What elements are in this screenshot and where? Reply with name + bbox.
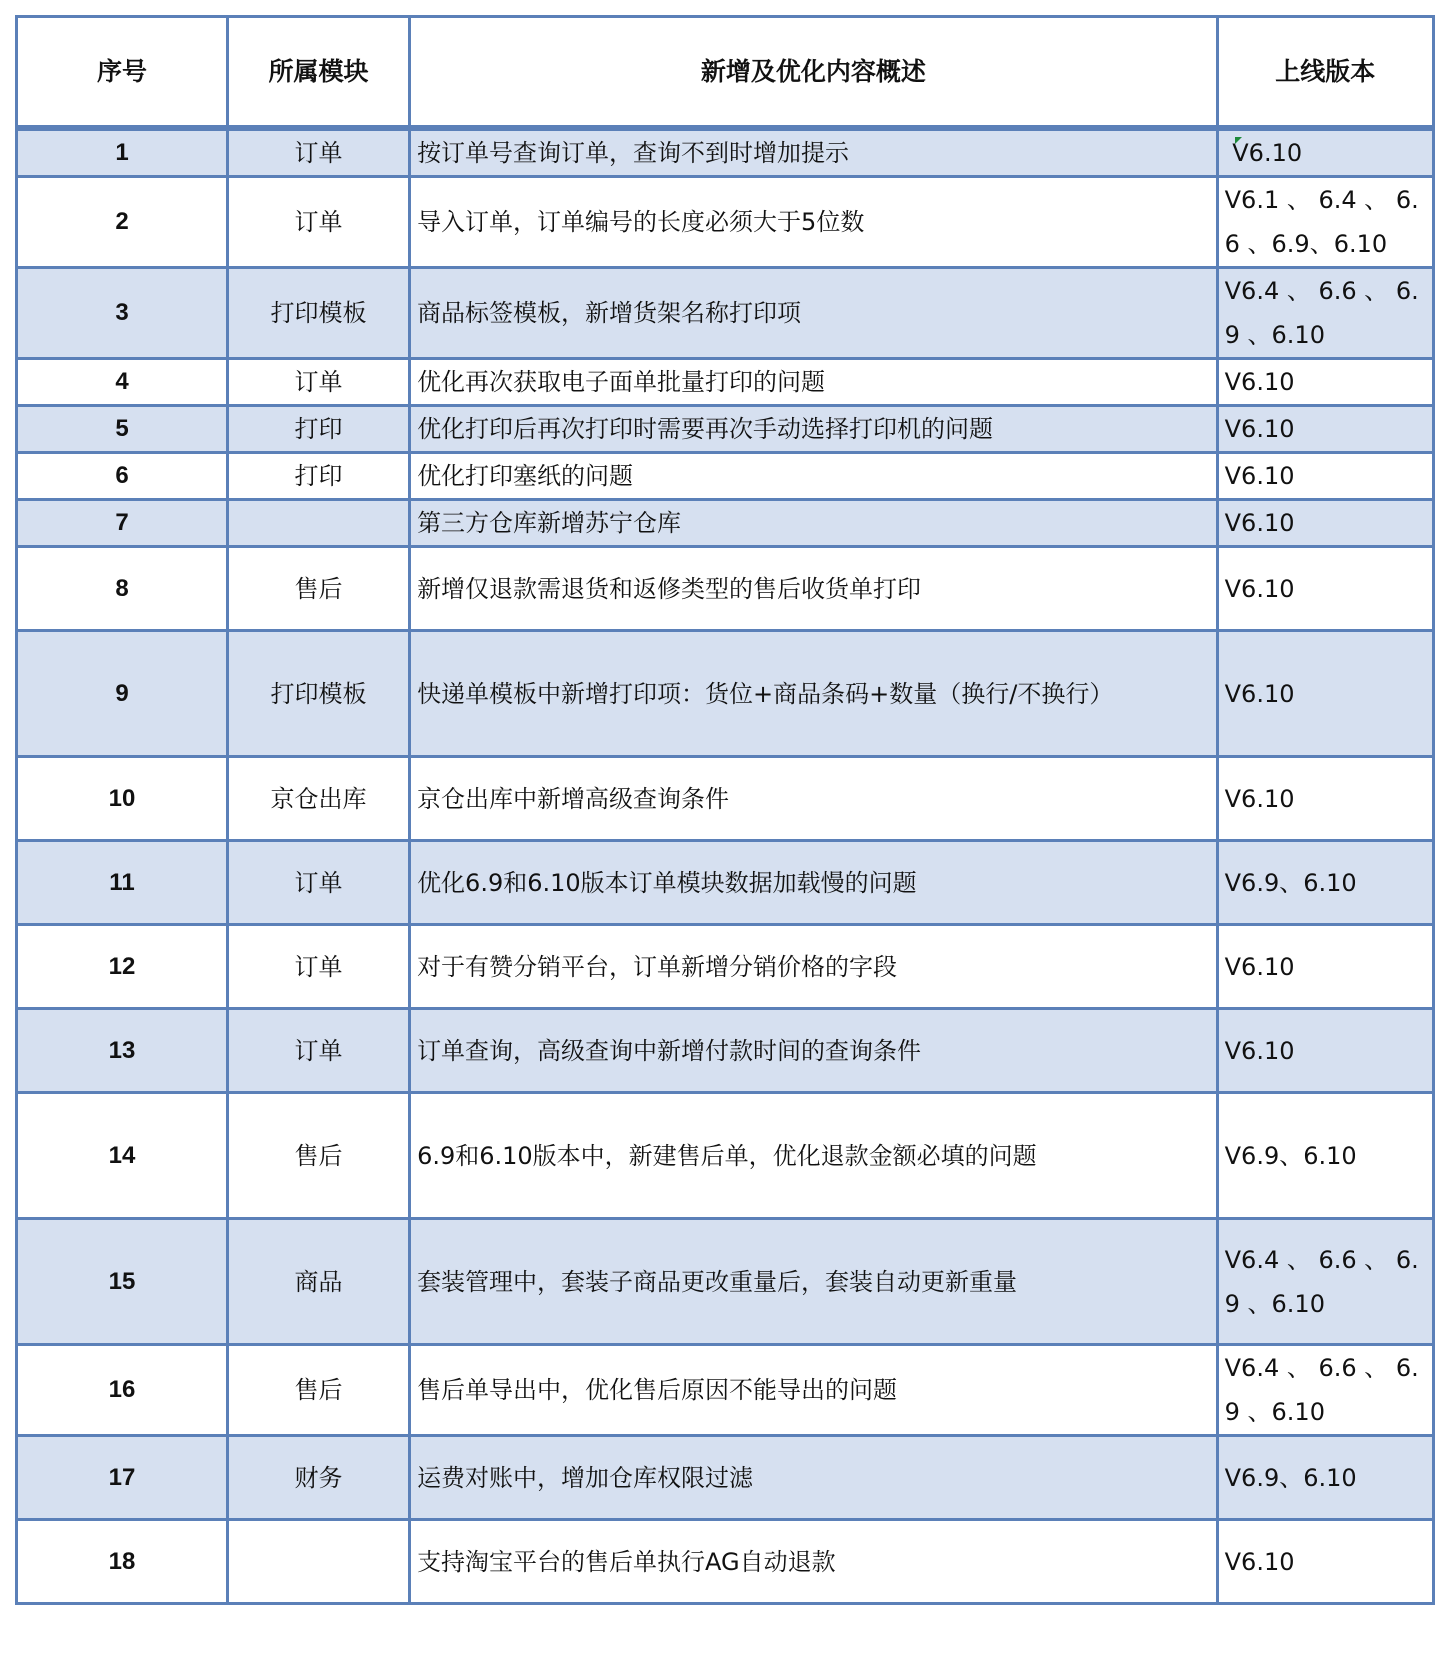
header-no: 序号 [17, 17, 228, 129]
row-version: V6.10 [1217, 453, 1433, 500]
row-description: 商品标签模板，新增货架名称打印项 [410, 268, 1218, 359]
row-no: 9 [17, 631, 228, 757]
row-module: 订单 [227, 359, 409, 406]
row-description: 对于有赞分销平台，订单新增分销价格的字段 [410, 925, 1218, 1009]
table-row [17, 268, 1434, 359]
row-no: 13 [17, 1009, 228, 1093]
row-no: 11 [17, 841, 228, 925]
row-version: V6.9、6.10 [1217, 1093, 1433, 1219]
row-version: V6.4 、 6.6 、 6.9 、6.10 [1217, 1345, 1433, 1436]
row-module: 订单 [227, 841, 409, 925]
row-description: 运费对账中，增加仓库权限过滤 [410, 1436, 1218, 1520]
row-description: 套装管理中，套装子商品更改重量后，套装自动更新重量 [410, 1219, 1218, 1345]
table-row [17, 359, 1434, 406]
row-description: 优化打印后再次打印时需要再次手动选择打印机的问题 [410, 406, 1218, 453]
row-module [227, 500, 409, 547]
row-no: 8 [17, 547, 228, 631]
table-row [17, 1219, 1434, 1345]
table-row [17, 925, 1434, 1009]
row-description: 按订单号查询订单，查询不到时增加提示 [410, 128, 1218, 177]
row-description: 售后单导出中，优化售后原因不能导出的问题 [410, 1345, 1218, 1436]
row-description: 优化再次获取电子面单批量打印的问题 [410, 359, 1218, 406]
row-module: 订单 [227, 177, 409, 268]
row-description: 支持淘宝平台的售后单执行AG自动退款 [410, 1520, 1218, 1604]
row-no: 5 [17, 406, 228, 453]
row-module: 打印模板 [227, 631, 409, 757]
table-row [17, 406, 1434, 453]
row-description: 订单查询，高级查询中新增付款时间的查询条件 [410, 1009, 1218, 1093]
row-no: 7 [17, 500, 228, 547]
row-version: V6.10 [1217, 500, 1433, 547]
row-module: 打印 [227, 406, 409, 453]
table-row [17, 1436, 1434, 1520]
table-row [17, 128, 1434, 177]
row-version: V6.10 [1217, 547, 1433, 631]
header-module: 所属模块 [227, 17, 409, 129]
row-version: V6.10 [1217, 406, 1433, 453]
row-no: 4 [17, 359, 228, 406]
table-row [17, 177, 1434, 268]
table-row [17, 757, 1434, 841]
changelog-table [15, 15, 1435, 1605]
row-no: 17 [17, 1436, 228, 1520]
cell-comment-marker [1235, 137, 1242, 144]
row-no: 18 [17, 1520, 228, 1604]
row-module: 京仓出库 [227, 757, 409, 841]
row-version: V6.10 [1217, 631, 1433, 757]
changelog-sheet [15, 15, 1435, 1605]
table-row [17, 631, 1434, 757]
table-row [17, 453, 1434, 500]
header-version: 上线版本 [1217, 17, 1433, 129]
row-no: 16 [17, 1345, 228, 1436]
row-no: 10 [17, 757, 228, 841]
row-version: V6.1 、 6.4 、 6.6 、6.9、6.10 [1217, 177, 1433, 268]
row-version: V6.10 [1217, 1009, 1433, 1093]
row-module: 打印 [227, 453, 409, 500]
row-module: 售后 [227, 547, 409, 631]
row-no: 2 [17, 177, 228, 268]
row-module: 售后 [227, 1345, 409, 1436]
row-module: 财务 [227, 1436, 409, 1520]
row-no: 1 [17, 128, 228, 177]
row-version: V6.9、6.10 [1217, 1436, 1433, 1520]
table-row [17, 1345, 1434, 1436]
row-description: 第三方仓库新增苏宁仓库 [410, 500, 1218, 547]
row-version: V6.9、6.10 [1217, 841, 1433, 925]
table-row [17, 1093, 1434, 1219]
row-version: V6.10 [1217, 925, 1433, 1009]
row-version: V6.10 [1217, 128, 1433, 177]
table-row [17, 1009, 1434, 1093]
table-row [17, 500, 1434, 547]
row-description: 优化6.9和6.10版本订单模块数据加载慢的问题 [410, 841, 1218, 925]
row-module: 商品 [227, 1219, 409, 1345]
header-row [17, 17, 1434, 129]
row-no: 14 [17, 1093, 228, 1219]
row-version: V6.10 [1217, 1520, 1433, 1604]
row-description: 优化打印塞纸的问题 [410, 453, 1218, 500]
row-module: 打印模板 [227, 268, 409, 359]
row-module [227, 1520, 409, 1604]
row-description: 新增仅退款需退货和返修类型的售后收货单打印 [410, 547, 1218, 631]
row-module: 订单 [227, 925, 409, 1009]
row-description: 6.9和6.10版本中，新建售后单，优化退款金额必填的问题 [410, 1093, 1218, 1219]
row-version: V6.10 [1217, 757, 1433, 841]
table-row [17, 1520, 1434, 1604]
row-version: V6.4 、 6.6 、 6.9 、6.10 [1217, 1219, 1433, 1345]
row-description: 京仓出库中新增高级查询条件 [410, 757, 1218, 841]
table-row [17, 547, 1434, 631]
row-no: 12 [17, 925, 228, 1009]
row-no: 3 [17, 268, 228, 359]
row-version: V6.10 [1217, 359, 1433, 406]
row-description: 导入订单，订单编号的长度必须大于5位数 [410, 177, 1218, 268]
row-module: 售后 [227, 1093, 409, 1219]
row-module: 订单 [227, 1009, 409, 1093]
row-description: 快递单模板中新增打印项：货位+商品条码+数量（换行/不换行） [410, 631, 1218, 757]
row-module: 订单 [227, 128, 409, 177]
table-row [17, 841, 1434, 925]
header-description: 新增及优化内容概述 [410, 17, 1218, 129]
row-no: 6 [17, 453, 228, 500]
row-no: 15 [17, 1219, 228, 1345]
row-version: V6.4 、 6.6 、 6.9 、6.10 [1217, 268, 1433, 359]
